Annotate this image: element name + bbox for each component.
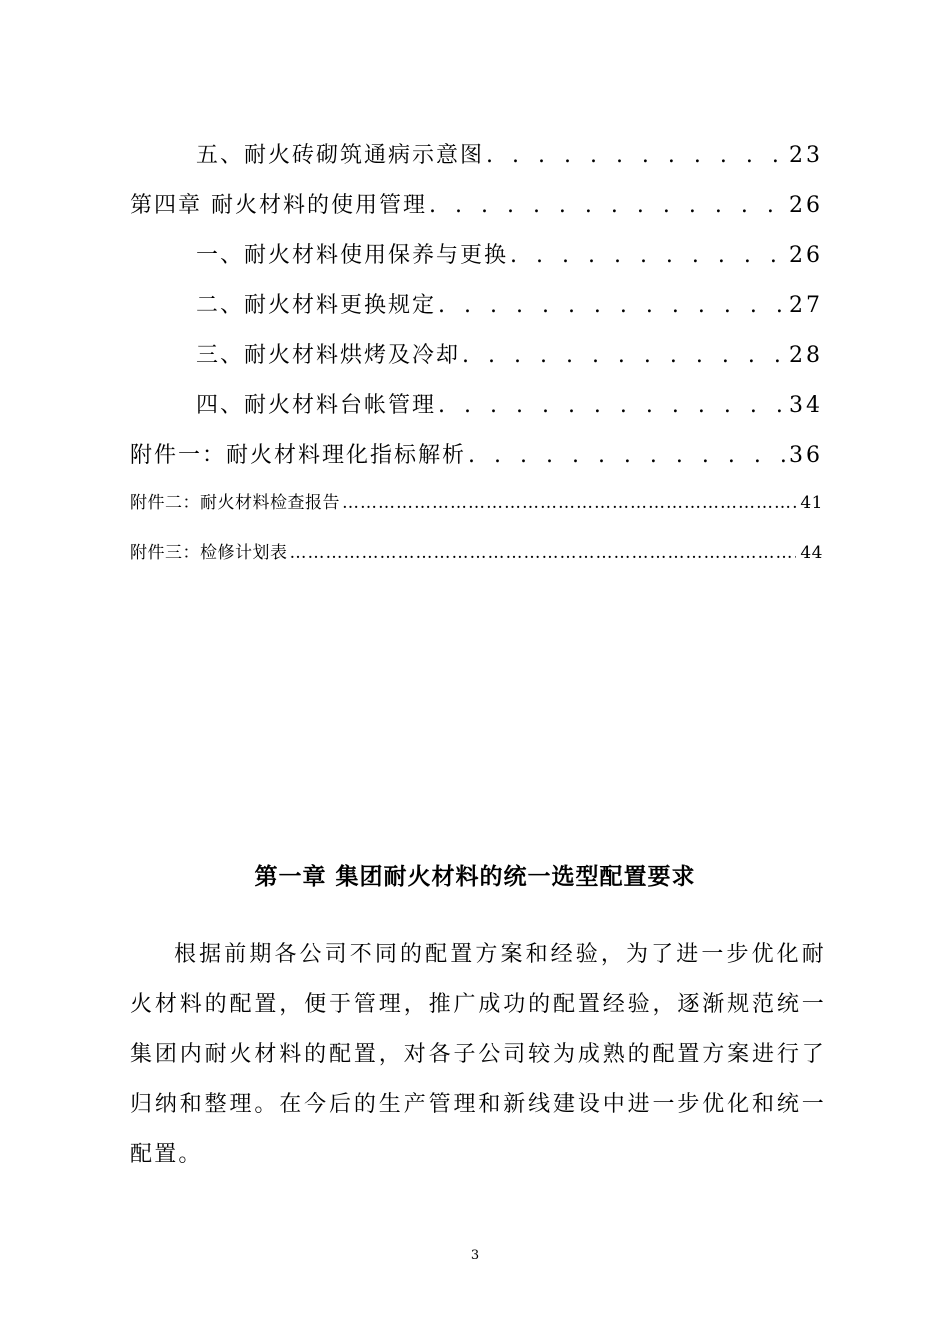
toc-entry[interactable] (130, 338, 823, 369)
toc-entry-page: 41 (800, 493, 823, 513)
toc-entry-title: 一、耐火材料使用保养与更换 (196, 243, 509, 268)
toc-entry[interactable] (130, 538, 823, 563)
toc-entry-page: 26 (789, 243, 823, 268)
toc-dot-leader (468, 443, 785, 468)
toc-entry-page: 44 (800, 543, 823, 563)
toc-entry-title: 附件二：耐火材料检查报告 (130, 493, 340, 513)
toc-entry[interactable] (130, 188, 823, 219)
toc-entry[interactable] (130, 288, 823, 319)
toc-entry[interactable] (130, 388, 823, 419)
toc-dot-leader (290, 543, 797, 563)
chapter-title: 第一章 集团耐火材料的统一选型配置要求 (254, 864, 696, 890)
toc-entry-page: 28 (789, 343, 823, 368)
toc-entry-title: 附件一：耐火材料理化指标解析 (130, 443, 467, 468)
toc-entry-title: 四、耐火材料台帐管理 (196, 393, 437, 418)
toc-entry[interactable] (130, 138, 823, 169)
toc-dot-leader (438, 393, 785, 418)
toc-entry[interactable] (130, 438, 823, 469)
toc-dot-leader (510, 243, 785, 268)
toc-entry[interactable] (130, 238, 823, 269)
toc-entry-page: 23 (789, 143, 823, 168)
toc-entry-title: 第四章 耐火材料的使用管理 (130, 193, 427, 218)
toc-dot-leader (342, 493, 796, 513)
toc-dot-leader (429, 193, 785, 218)
toc-dot-leader (462, 343, 785, 368)
body-paragraph: 根据前期各公司不同的配置方案和经验，为了进一步优化耐火材料的配置，便于管理，推广成功的配置经验，逐渐规范统一集团内耐火材料的配置，对各子公司较为成熟的配置方案进行了归纳和整理。在今后的生产管理和新线建设中进一步优化和统一配置。 (130, 942, 826, 1167)
toc-entry-page: 34 (789, 393, 823, 418)
toc-entry-title: 二、耐火材料更换规定 (196, 293, 437, 318)
toc-dot-leader (486, 143, 785, 168)
toc-entry-title: 三、耐火材料烘烤及冷却 (196, 343, 461, 368)
toc-entry-page: 27 (789, 293, 823, 318)
toc-entry-page: 36 (789, 443, 823, 468)
toc-entry-title: 五、耐火砖砌筑通病示意图 (196, 143, 485, 168)
page-number: 3 (470, 1248, 480, 1263)
toc-entry-title: 附件三：检修计划表 (130, 543, 288, 563)
toc-entry[interactable] (130, 488, 823, 513)
toc-entry-page: 26 (789, 193, 823, 218)
toc-dot-leader (438, 293, 785, 318)
